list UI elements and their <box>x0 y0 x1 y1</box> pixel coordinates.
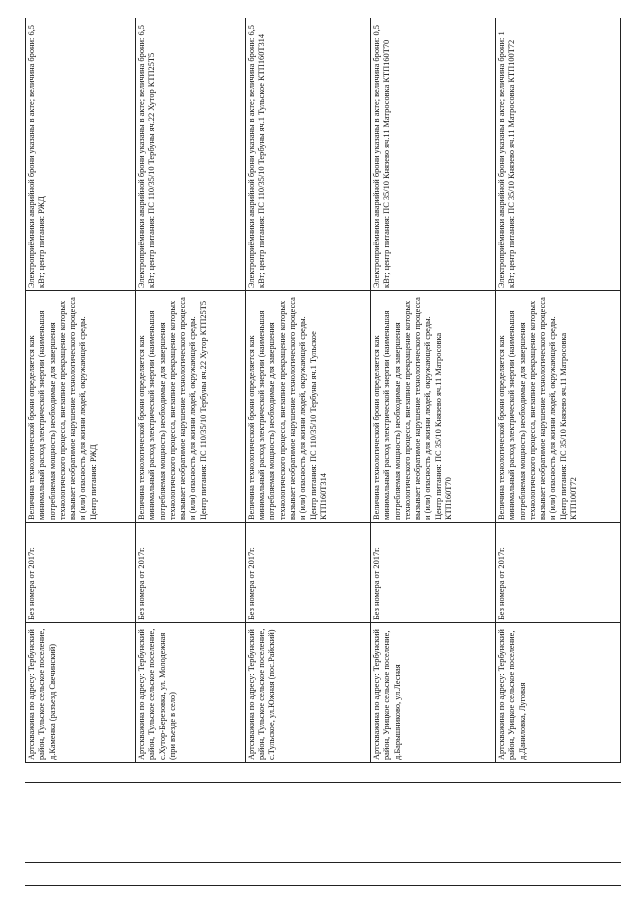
act-number-cell: Без номера от 2017г. <box>245 523 370 623</box>
description-cell: Величина технологической брони определяется как минимальный расход электрической энергии (наименьшая потребляемая мощность) необходимые для завершения технологического процесса, внезапное прекращение которых вызывает необратимое нарушение технологического процесса и (или) опасность для жизни людей, окружающей среды. Центр питания: РЖД <box>26 291 136 523</box>
horizontal-rule <box>25 782 621 783</box>
address-cell: Артскважина по адресу: Тербунский район, Тульское сельское поселение, с.Тульское, ул.Южная (пос.Райский) <box>245 623 370 763</box>
act-number-cell: Без номера от 2017г. <box>26 523 136 623</box>
emergency-reserve-table <box>25 18 621 763</box>
address-cell: Артскважина по адресу: Тербунский район, Тульское сельское поселение, д.Каменка (разъезд Свечинский) <box>26 623 136 763</box>
rotated-table-area <box>25 18 621 763</box>
description-cell: Величина технологической брони определяется как минимальный расход электрической энергии (наименьшая потребляемая мощность) необходимые для завершения технологического процесса, внезапное прекращение которых вызывает необратимое нарушение технологического процесса и (или) опасность для жизни людей, окружающей среды. Центр питания: ПС 110/35/10 Тербуны яч.1 Тульское КТП160Т314 <box>245 291 370 523</box>
address-cell: Артскважина по адресу: Тербунский район, Урицкое сельское поселение, д.Даниловка, Луговая <box>495 623 620 763</box>
act-number-cell: Без номера от 2017г. <box>495 523 620 623</box>
horizontal-rule <box>25 885 621 886</box>
table-row <box>495 18 620 763</box>
receivers-cell: Электроприёмники аварийной брони указаны в акте; величина брони: 1 кВт; центр питания: ПС 35/10 Князево яч.11 Матросовка КТП100Т72 <box>495 18 620 291</box>
table-row <box>135 18 245 763</box>
act-number-cell: Без номера от 2017г. <box>135 523 245 623</box>
table-row <box>370 18 495 763</box>
description-cell: Величина технологической брони определяется как минимальный расход электрической энергии (наименьшая потребляемая мощность) необходимые для завершения технологического процесса, внезапное прекращение которых вызывает необратимое нарушение технологического процесса и (или) опасность для жизни людей, окружающей среды. Центр питания: ПС 35/10 Князево яч.11 Матросовка КТП100Т72 <box>495 291 620 523</box>
description-cell: Величина технологической брони определяется как минимальный расход электрической энергии (наименьшая потребляемая мощность) необходимые для завершения технологического процесса, внезапное прекращение которых вызывает необратимое нарушение технологического процесса и (или) опасность для жизни людей, окружающей среды. Центр питания: ПС 35/10 Князево яч.11 Матросовка КТП160Т70 <box>370 291 495 523</box>
receivers-cell: Электроприёмники аварийной брони указаны в акте; величина брони: 6,5 кВт; центр питания: ПС 110/35/10 Тербуны яч.22 Хутор КТП25Т5 <box>135 18 245 291</box>
receivers-cell: Электроприёмники аварийной брони указаны в акте; величина брони: 0,5 кВт; центр питания: ПС 35/10 Князево яч.11 Матросовка КТП160Т70 <box>370 18 495 291</box>
receivers-cell: Электроприёмники аварийной брони указаны в акте; величина брони: 6,5 кВт; центр питания: РЖД <box>26 18 136 291</box>
receivers-cell: Электроприёмники аварийной брони указаны в акте; величина брони: 6,5 кВт; центр питания: ПС 110/35/10 Тербуны яч.1 Тульское КТП160Т314 <box>245 18 370 291</box>
horizontal-rule <box>25 862 621 863</box>
table-row <box>26 18 136 763</box>
address-cell: Артскважина по адресу: Тербунский район, Урицкое сельское поселение, д.Барышниково, ул.Лесная <box>370 623 495 763</box>
description-cell: Величина технологической брони определяется как минимальный расход электрической энергии (наименьшая потребляемая мощность) необходимые для завершения технологического процесса, внезапное прекращение которых вызывает необратимое нарушение технологического процесса и (или) опасность для жизни людей, окружающей среды. Центр питания: ПС 110/35/10 Тербуны яч.22 Хутор КТП25Т5 <box>135 291 245 523</box>
table-row <box>245 18 370 763</box>
address-cell: Артскважина по адресу: Тербунский район, Тульское сельское поселение, с.Хутор-Березовка, ул. Молодежная (при въезде в село) <box>135 623 245 763</box>
act-number-cell: Без номера от 2017г. <box>370 523 495 623</box>
